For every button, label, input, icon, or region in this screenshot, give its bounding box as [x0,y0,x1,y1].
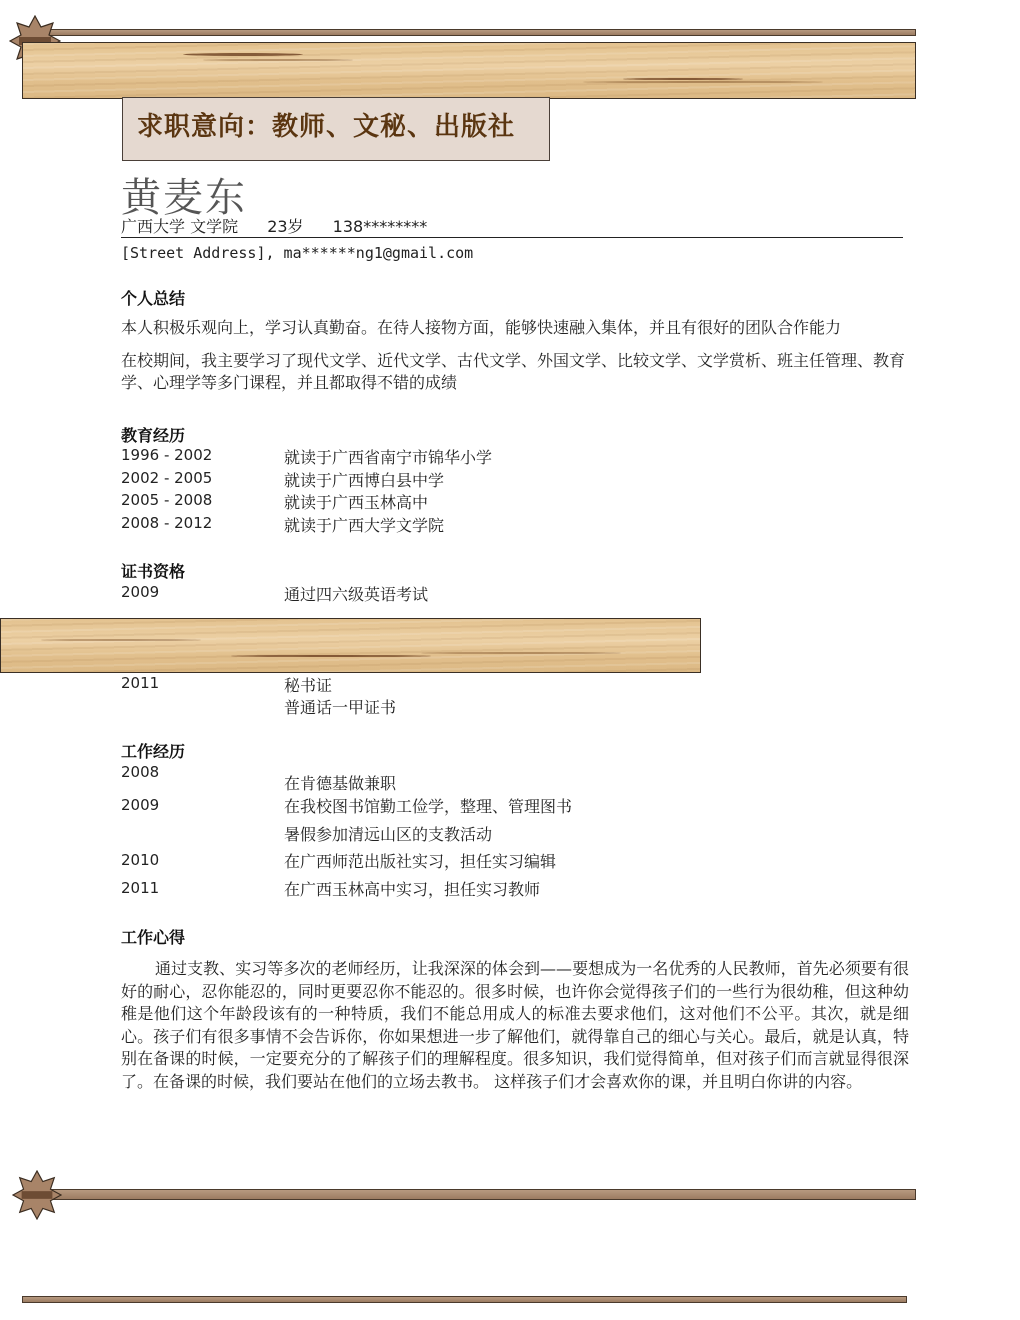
education-heading: 教育经历 [121,426,186,445]
middle-wood-banner [0,618,701,673]
education-item: 就读于广西省南宁市锦华小学 [284,448,493,467]
education-years: 2005 - 2008 [121,491,213,509]
work-years: 2011 [121,879,160,897]
work-heading: 工作经历 [121,742,186,761]
candidate-name: 黄麦东 [121,175,247,221]
reflection-heading: 工作心得 [121,928,186,947]
education-years: 2002 - 2005 [121,469,213,487]
certificates-heading: 证书资格 [121,562,186,581]
work-item: 在肯德基做兼职 [284,774,397,793]
phone: 138******** [332,217,428,236]
age: 23岁 [267,217,304,236]
school: 广西大学 文学院 [121,217,239,236]
work-item: 暑假参加清远山区的支教活动 [284,825,493,844]
top-thin-bar [26,29,916,36]
bottom-thin-bar [26,1189,916,1200]
work-years: 2009 [121,796,160,814]
education-item: 就读于广西博白县中学 [284,471,445,490]
work-item: 在我校图书馆勤工俭学，整理、管理图书 [284,797,573,816]
address-email: [Street Address], ma******ng1@gmail.com [121,244,474,262]
job-objective-box [122,97,550,161]
reflection-paragraph: 通过支教、实习等多次的老师经历，让我深深的体会到——要想成为一名优秀的人民教师，首先必须要有很好的耐心，忍你能忍的，同时更要忍你不能忍的。很多时候，也许你会觉得孩子们的一些行为很幼稚，但这种幼稚是他们这个年龄段该有的一种特质，我们不能总用成人的标准去要求他们，这对他们不公平。其次，就是细心。孩子们有很多事情不会告诉你，你如果想进一步了解他们，就得靠自己的细心与关心。最后，就是认真，特别在备课的时候，一定要充分的了解孩子们的理解程度。很多知识，我们觉得简单，但对孩子们而言就显得很深了。在备课的时候，我们要站在他们的立场去教书。 这样孩子们才会喜欢你的课，并且明白你讲的内容。 [121,959,909,1091]
summary-paragraph-1: 本人积极乐观向上，学习认真勤奋。在待人接物方面，能够快速融入集体，并且有很好的团队合作能力 [121,318,842,337]
education-item: 就读于广西大学文学院 [284,516,445,535]
work-item: 在广西玉林高中实习，担任实习教师 [284,880,541,899]
certificate-years: 2009 [121,583,160,601]
footer-thin-bar [22,1296,907,1303]
work-item: 在广西师范出版社实习，担任实习编辑 [284,852,557,871]
work-years: 2008 [121,763,160,781]
work-years: 2010 [121,851,160,869]
certificate-years: 2011 [121,674,160,692]
certificate-item: 普通话一甲证书 [284,698,397,717]
summary-paragraph-2: 在校期间，我主要学习了现代文学、近代文学、古代文学、外国文学、比较文学、文学赏析、班主任管理、教育学、心理学等多门课程，并且都取得不错的成绩 [121,351,906,392]
info-line [121,214,903,238]
job-objective: 求职意向：教师、文秘、出版社 [137,112,516,142]
education-years: 1996 - 2002 [121,446,213,464]
education-item: 就读于广西玉林高中 [284,493,429,512]
summary-heading: 个人总结 [121,289,186,308]
top-wood-banner [22,42,916,99]
star-ornament-icon [12,1170,62,1220]
certificate-item: 通过四六级英语考试 [284,585,429,604]
education-years: 2008 - 2012 [121,514,213,532]
certificate-item: 秘书证 [284,676,333,695]
